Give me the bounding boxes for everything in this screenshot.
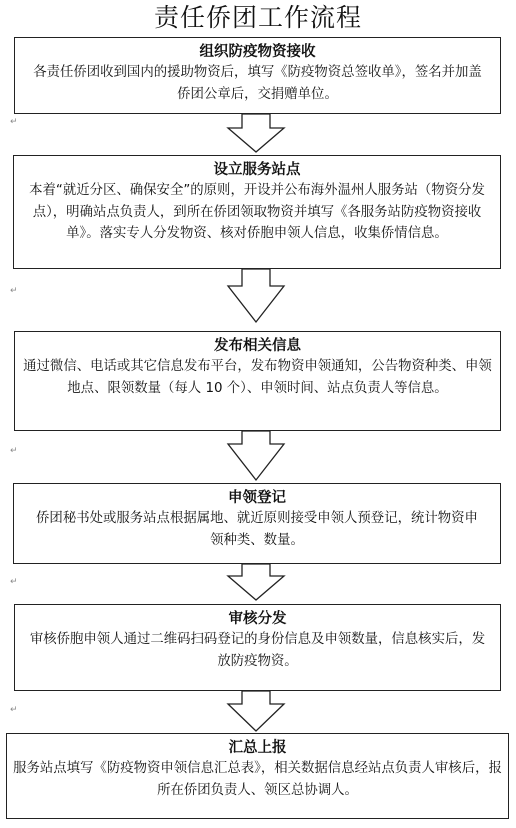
step-text-1: 各责任侨团收到国内的援助物资后，填写《防疫物资总签收单》，签名并加盖侨团公章后，交捐赠单位。 (33, 65, 482, 102)
step-text-6: 服务站点填写《防疫物资申领信息汇总表》，相关数据信息经站点负责人审核后，报所在侨团负责人、领区总协调人。 (13, 761, 502, 798)
step-text-2: 本着“就近分区、确保安全”的原则，开设并公布海外温州人服务站（物资分发点），明确站点负责人，到所在侨团领取物资并填写《各服务站防疫物资接收单》。落实专人分发物资、核对侨胞申领人信息，收集侨情信息。 (29, 183, 485, 241)
step-box-1 (14, 37, 501, 114)
step-text-4: 侨团秘书处或服务站点根据属地、就近原则接受申领人预登记，统计物资申领种类、数量。 (36, 511, 478, 548)
paragraph-mark: ↵ (10, 577, 18, 587)
step-text-3: 通过微信、电话或其它信息发布平台，发布物资申领通知，公告物资种类、申领地点、限领数量（每人 10 个）、申领时间、站点负责人等信息。 (23, 359, 492, 396)
arrow-5 (228, 691, 284, 731)
arrow-2 (228, 269, 284, 322)
step-box-2 (13, 155, 501, 269)
step-heading-4: 申领登记 (228, 490, 286, 506)
step-box-4 (13, 483, 501, 564)
paragraph-mark: ↵ (10, 446, 18, 456)
step-heading-6: 汇总上报 (228, 740, 287, 756)
step-heading-1: 组织防疫物资接收 (199, 44, 316, 60)
step-text-5: 审核侨胞申领人通过二维码扫码登记的身份信息及申领数量，信息核实后，发放防疫物资。 (29, 632, 486, 669)
page-title: 责任侨团工作流程 (153, 3, 362, 32)
paragraph-mark: ↵ (10, 117, 18, 127)
step-heading-3: 发布相关信息 (214, 338, 301, 354)
arrow-3 (228, 431, 284, 480)
step-box-5 (14, 604, 501, 691)
paragraph-mark: ↵ (10, 705, 18, 715)
step-box-6 (6, 733, 509, 819)
step-box-3 (14, 331, 501, 431)
step-heading-5: 审核分发 (228, 611, 287, 627)
step-heading-2: 设立服务站点 (213, 162, 301, 178)
paragraph-mark: ↵ (10, 286, 18, 296)
arrow-4 (228, 564, 284, 600)
arrow-1 (228, 114, 284, 152)
